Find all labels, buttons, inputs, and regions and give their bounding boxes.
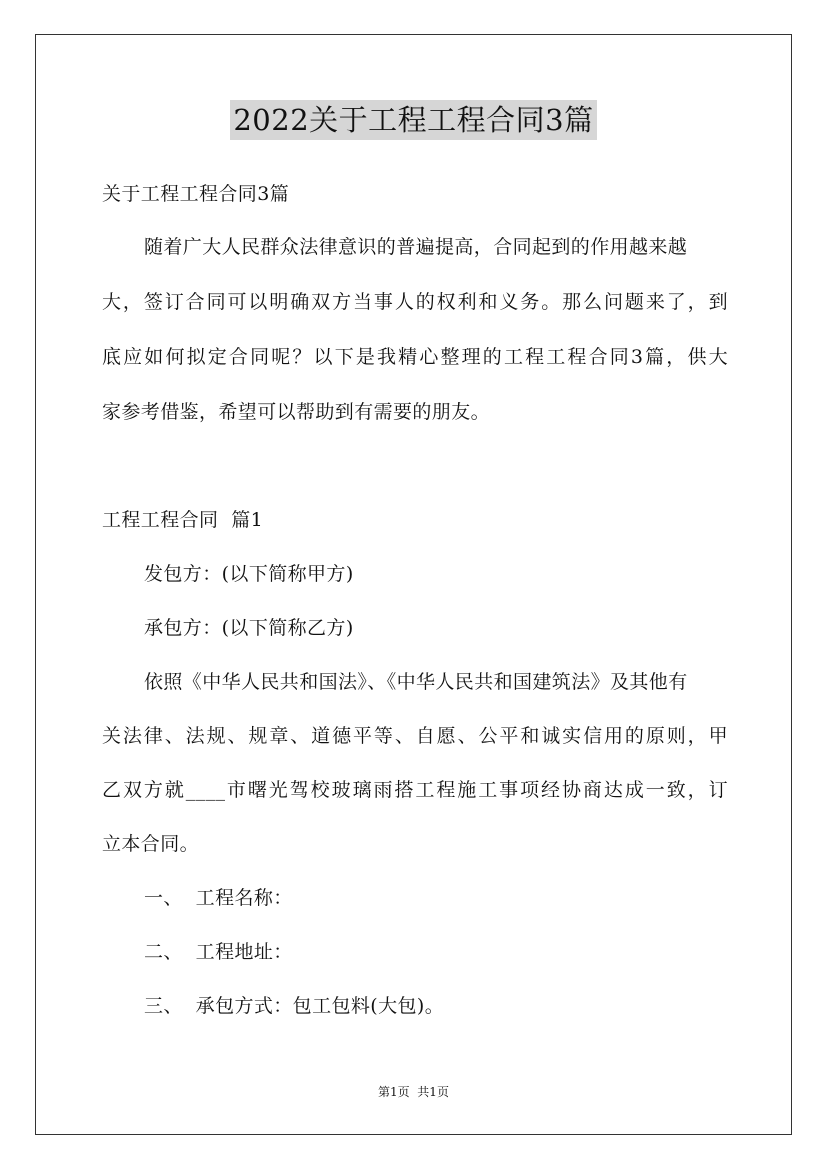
intro-line-1: 随着广大人民群众法律意识的普遍提高，合同起到的作用越来越 [144, 236, 688, 258]
document-title: 2022关于工程工程合同3篇 [0, 98, 827, 139]
basis-line-2: 关法律、法规、规章、道德平等、自愿、公平和诚实信用的原则，甲 [102, 725, 728, 747]
subtitle: 关于工程工程合同3篇 [102, 183, 290, 205]
page-footer: 第1页 共1页 [378, 1085, 449, 1099]
section-heading: 工程工程合同 篇1 [102, 509, 264, 531]
intro-line-3: 底应如何拟定合同呢？以下是我精心整理的工程工程合同3篇，供大 [102, 346, 728, 368]
intro-line-4: 家参考借鉴，希望可以帮助到有需要的朋友。 [102, 401, 491, 423]
item-2: 二、 工程地址： [144, 941, 293, 963]
basis-line-4: 立本合同。 [102, 833, 200, 855]
party-b: 承包方：(以下简称乙方) [144, 617, 354, 639]
intro-line-2: 大，签订合同可以明确双方当事人的权利和义务。那么问题来了，到 [102, 291, 728, 313]
item-3: 三、 承包方式：包工包料(大包)。 [144, 995, 445, 1017]
basis-line-3: 乙双方就____市曙光驾校玻璃雨搭工程施工事项经协商达成一致，订 [102, 779, 728, 801]
item-1: 一、 工程名称： [144, 887, 293, 909]
party-a: 发包方：(以下简称甲方) [144, 563, 354, 585]
basis-line-1: 依照《中华人民共和国法》、《中华人民共和国建筑法》及其他有 [144, 671, 688, 693]
